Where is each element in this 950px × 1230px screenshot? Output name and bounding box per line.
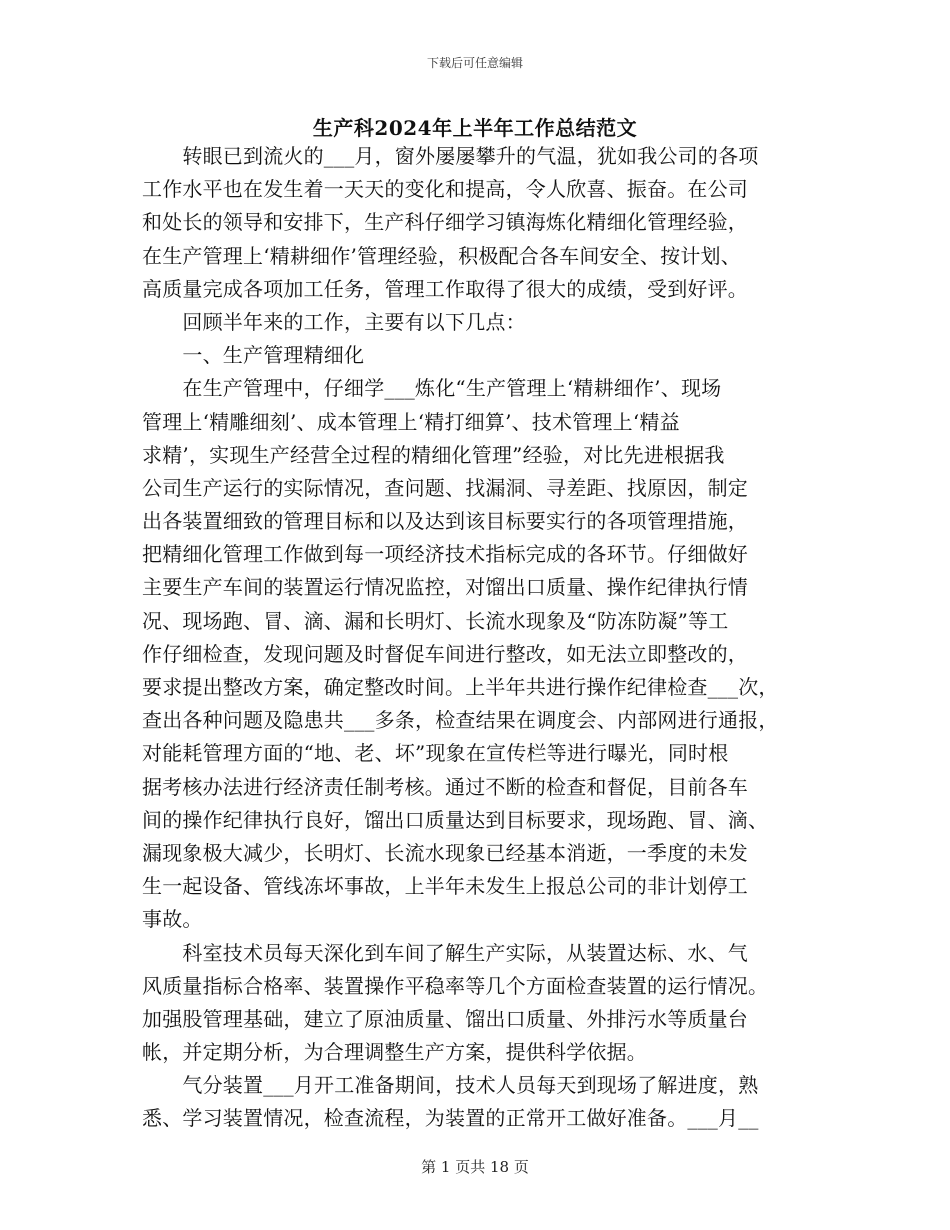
body-line: 在生产管理中，仔细学___炼化“生产管理上‘精耕细作’、现场 bbox=[142, 376, 722, 401]
body-line: 作仔细检查，发现问题及时督促车间进行整改，如无法立即整改的， bbox=[142, 641, 748, 666]
body-line: 事故。 bbox=[142, 907, 203, 932]
body-line: 求精’，实现生产经营全过程的精细化管理”经验，对比先进根据我 bbox=[142, 442, 725, 467]
body-line: 查出各种问题及隐患共___多条，检查结果在调度会、内部网进行通报， bbox=[142, 708, 779, 733]
body-line: 气分装置___月开工准备期间，技术人员每天到现场了解进度，熟 bbox=[142, 1073, 759, 1098]
document-body bbox=[142, 140, 812, 1136]
body-line: 公司生产运行的实际情况，查问题、找漏洞、寻差距、找原因，制定 bbox=[142, 475, 748, 500]
body-line: 和处长的领导和安排下，生产科仔细学习镇海炼化精细化管理经验， bbox=[142, 210, 748, 235]
body-line: 加强股管理基础，建立了原油质量、馏出口质量、外排污水等质量台 bbox=[142, 1006, 748, 1031]
body-line: 出各装置细致的管理目标和以及达到该目标要实行的各项管理措施， bbox=[142, 509, 748, 534]
body-line: 要求提出整改方案，确定整改时间。上半年共进行操作纪律检查___次， bbox=[142, 675, 779, 699]
body-line: 对能耗管理方面的“地、老、坏”现象在宣传栏等进行曝光，同时根 bbox=[142, 741, 729, 766]
body-line: 在生产管理上‘精耕细作’管理经验，积极配合各车间安全、按计划、 bbox=[142, 243, 741, 268]
header-note: 下载后可任意编辑 bbox=[426, 56, 523, 70]
document-title: 生产科2024年上半年工作总结范文 bbox=[312, 116, 638, 140]
body-line: 漏现象极大减少，长明灯、长流水现象已经基本消逝，一季度的未发 bbox=[142, 840, 748, 865]
body-line: 科室技术员每天深化到车间了解生产实际，从装置达标、水、气 bbox=[142, 940, 748, 965]
body-line: 生一起设备、管线冻坏事故，上半年未发生上报总公司的非计划停工 bbox=[142, 874, 748, 899]
body-line: 管理上‘精雕细刻’、成本管理上‘精打细算’、技术管理上‘精益 bbox=[142, 409, 680, 434]
body-line: 回顾半年来的工作，主要有以下几点： bbox=[142, 309, 526, 334]
body-line: 转眼已到流火的___月，窗外屡屡攀升的气温，犹如我公司的各项 bbox=[142, 144, 759, 168]
body-line: 工作水平也在发生着一天天的变化和提高，令人欣喜、振奋。在公司 bbox=[142, 177, 748, 202]
body-line: 风质量指标合格率、装置操作平稳率等几个方面检查装置的运行情况。 bbox=[142, 973, 769, 998]
body-line: 高质量完成各项加工任务，管理工作取得了很大的成绩，受到好评。 bbox=[142, 276, 748, 301]
body-line: 间的操作纪律执行良好，馏出口质量达到目标要求，现场跑、冒、滴、 bbox=[142, 807, 769, 832]
body-line: 帐，并定期分析，为合理调整生产方案，提供科学依据。 bbox=[142, 1040, 647, 1065]
body-line: 据考核办法进行经济责任制考核。通过不断的检查和督促，目前各车 bbox=[142, 774, 748, 799]
body-line: 悉、学习装置情况，检查流程，为装置的正常开工做好准备。___月__ bbox=[142, 1106, 759, 1131]
body-line: 一、生产管理精细化 bbox=[142, 343, 365, 368]
body-line: 把精细化管理工作做到每一项经济技术指标完成的各环节。仔细做好 bbox=[142, 542, 748, 567]
body-line: 主要生产车间的装置运行情况监控，对馏出口质量、操作纪律执行情 bbox=[142, 575, 748, 600]
body-line: 况、现场跑、冒、滴、漏和长明灯、长流水现象及“防冻防凝”等工 bbox=[142, 608, 729, 633]
page-footer: 第 1 页共 18 页 bbox=[421, 1158, 529, 1176]
